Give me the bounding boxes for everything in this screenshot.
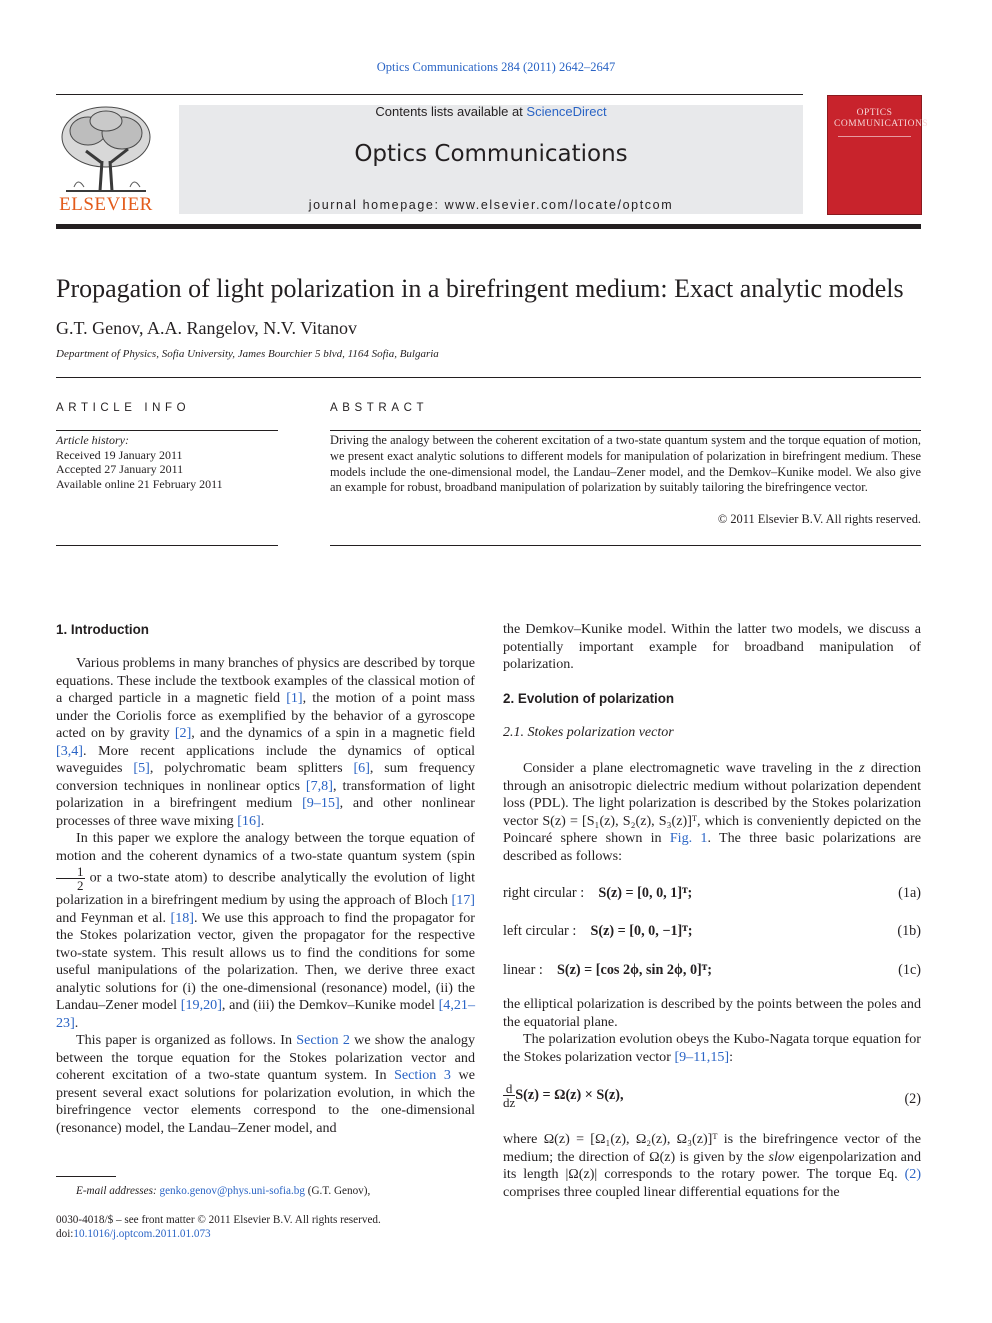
ref-link[interactable]: [9–15]	[302, 795, 340, 811]
text: or a two-state atom) to describe analytically the evolution of light polarization in a birefringent medium by using the approach of Bloch	[56, 869, 475, 908]
text: , and (iii) the Demkov–Kunike model	[221, 997, 439, 1013]
math-z: z	[859, 760, 865, 776]
text: , polychromatic beam splitters	[149, 760, 354, 776]
text: Various problems in many branches of physics are described by torque equations. These include the textbook examples of the classical motion of a charged particle in a magnetic field	[56, 655, 475, 706]
figure-1-link[interactable]: Fig. 1	[669, 830, 708, 846]
text: , and other nonlinear processes of three wave mixing	[56, 795, 475, 829]
section-2-link[interactable]: Section 2	[296, 1032, 350, 1048]
text: .	[74, 1014, 79, 1031]
issn-line: 0030-4018/$ – see front matter © 2011 Elsevier B.V. All rights reserved.	[56, 1214, 381, 1226]
text: . We use this approach to find the propagator for the Stokes polarization vector, given the propagator for the respective two-state system. This result allows us to find the conditions for some useful manipulations of the polarization. Then, we derive three exact analytic solutions for (i) the one-dimensional (resonance) model, (ii) the Landau–Zener model	[56, 909, 475, 1013]
ref-link[interactable]: [3,4]	[56, 742, 84, 759]
ref-link[interactable]: [18]	[170, 909, 194, 926]
text: .	[260, 812, 265, 829]
subsection-2-1-heading: 2.1. Stokes polarization vector	[503, 725, 674, 740]
emphasis-slow: slow	[768, 1148, 795, 1165]
fraction-denominator: 2	[77, 878, 84, 893]
text: , which is conveniently depicted on the Poincaré sphere shown in	[503, 812, 921, 846]
math-stokes-vector: S(z) = [S₁(z), S₂(z), S₃(z)]ᵀ	[542, 812, 698, 829]
equation-expression: S(z) = [0, 0, 1]ᵀ;	[598, 885, 693, 901]
math-omega-magnitude: |Ω(z)|	[565, 1166, 598, 1182]
intro-continuation: the Demkov–Kunike model. Within the latter two models, we discuss a potentially important example for broadband manipulation of polarization.	[503, 621, 921, 672]
text: . The three basic polarizations are described as follows:	[503, 830, 921, 864]
stokes-paragraph	[503, 760, 921, 865]
ref-link[interactable]: [7,8]	[305, 777, 333, 794]
text: eigenpolarization and its length	[503, 1148, 922, 1182]
text: . More recent applications include the dynamics of optical waveguides	[56, 742, 475, 776]
equation-label: linear :	[503, 962, 543, 978]
email-footnote	[76, 1185, 370, 1197]
equation-1c	[503, 962, 712, 979]
fraction-denominator: dz	[503, 1095, 516, 1110]
article-authors: G.T. Genov, A.A. Rangelov, N.V. Vitanov	[56, 318, 358, 338]
journal-homepage[interactable]: journal homepage: www.elsevier.com/locate/optcom	[308, 198, 674, 212]
email-suffix: (G.T. Genov),	[304, 1185, 371, 1197]
equation-1b-number: (1b)	[897, 923, 921, 939]
equation-2	[503, 1082, 624, 1109]
math-omega-vector: Ω(z) = [Ω₁(z), Ω₂(z), Ω₃(z)]ᵀ	[543, 1131, 718, 1147]
section-3-link[interactable]: Section 3	[394, 1067, 451, 1083]
text: This paper is organized as follows. In	[76, 1032, 297, 1048]
abstract-heading: ABSTRACT	[330, 402, 429, 414]
equation-1a-number: (1a)	[898, 885, 921, 901]
ref-link[interactable]: [1]	[286, 690, 303, 706]
email-label: E-mail addresses:	[76, 1185, 157, 1197]
article-info-heading: ARTICLE INFO	[56, 402, 191, 414]
ref-link[interactable]: [9–11,15]	[674, 1048, 730, 1065]
text: Consider a plane electromagnetic wave traveling in the	[523, 760, 860, 776]
text: the elliptical polarization is described by the points between the poles and the equatorial plane.	[503, 996, 921, 1030]
text: we present several exact solutions for polarization evolution, in which the birefringence vector elements correspond to the one-dimensional (resonance) model, the Landau–Zener model, and	[56, 1067, 475, 1136]
fraction-numerator: d	[503, 1082, 515, 1096]
equation-1a	[503, 885, 692, 902]
doi-link[interactable]: 10.1016/j.optcom.2011.01.073	[73, 1228, 211, 1240]
history-accepted: Accepted 27 January 2011	[56, 462, 184, 477]
elliptical-paragraph	[503, 996, 921, 1066]
history-received: Received 19 January 2011	[56, 447, 183, 462]
text: is the birefringence vector of the medium; the direction of	[503, 1131, 921, 1165]
text: , and the dynamics of a spin in a magnetic field	[191, 725, 476, 741]
section-2-heading: 2. Evolution of polarization	[503, 691, 675, 706]
footnote-rule	[56, 1176, 116, 1177]
text: is given by the	[675, 1148, 769, 1165]
cover-title: OPTICS COMMUNICATIONS	[834, 108, 929, 129]
intro-paragraph-3	[56, 1032, 475, 1137]
abstract-bottom-rule	[330, 545, 921, 546]
math-omega: Ω(z)	[649, 1148, 676, 1165]
cover-divider	[838, 136, 911, 137]
journal-cover-thumbnail[interactable]	[827, 95, 929, 215]
abstract-text: Driving the analogy between the coherent excitation of a two-state quantum system and the torque equation of motion, we present exact analytic solutions to different models for manipulation of polarization in birefringent medium. These models include the one-dimensional model, the Landau–Zener model, and the Demkov–Kunike model. We also give an example for robust, broadband manipulation of polarization by suitably tailoring the birefringence vector.	[330, 433, 921, 495]
ref-link[interactable]: [2]	[174, 725, 192, 741]
ref-link[interactable]: [6]	[353, 760, 370, 776]
ref-link[interactable]: [19,20]	[180, 997, 222, 1013]
journal-citation-link[interactable]: Optics Communications 284 (2011) 2642–2647	[376, 60, 616, 74]
one-half-fraction	[56, 865, 85, 892]
text: In this paper we explore the analogy between the torque equation of motion and the coherent dynamics of a two-state quantum system (spin	[56, 830, 475, 864]
text: comprises three coupled linear differential equations for the	[503, 1183, 840, 1200]
history-label: Article history:	[56, 433, 129, 447]
author-affiliation: Department of Physics, Sofia University, James Bourchier 5 blvd, 1164 Sofia, Bulgaria	[56, 348, 439, 360]
equation-label: right circular :	[503, 885, 585, 901]
intro-paragraph-1	[56, 655, 475, 830]
elsevier-tree-icon	[56, 103, 156, 195]
text: direction through an anisotropic dielectric medium without polarization dependent loss (PDL). The light polarization is described by the Stokes polarization vector	[503, 760, 921, 829]
equation-label: left circular :	[503, 923, 577, 939]
article-history	[56, 433, 278, 491]
ref-link[interactable]: [4,21–23]	[56, 997, 475, 1031]
text: :	[729, 1048, 734, 1065]
text: we show the analogy between the torque equation for the Stokes polarization vector and coherent excitation of a two-state quantum system. In	[56, 1032, 475, 1083]
birefringence-paragraph	[503, 1131, 921, 1201]
header-top-rule	[56, 94, 803, 95]
ref-link[interactable]: [17]	[451, 892, 475, 908]
equation-expression: S(z) = [cos 2ϕ, sin 2ϕ, 0]ᵀ;	[556, 962, 712, 978]
text: and Feynman et al.	[56, 909, 171, 926]
equation-1c-number: (1c)	[898, 962, 921, 978]
text: where	[503, 1131, 544, 1147]
header-thick-rule	[56, 224, 921, 229]
equation-expression: S(z) = Ω(z) × S(z),	[515, 1086, 624, 1103]
contents-prefix: Contents lists available at	[375, 104, 527, 119]
text: corresponds to the rotary power. The torque Eq.	[597, 1166, 905, 1182]
journal-name: Optics Communications	[354, 141, 628, 167]
text: , the motion of a point mass under the Coriolis force as exemplified by the behavior of a gyroscope acted on by gravity	[56, 690, 475, 741]
article-info-rule	[56, 430, 278, 431]
equation-2-number: (2)	[904, 1091, 921, 1107]
derivative-fraction	[503, 1082, 515, 1109]
title-rule	[56, 377, 921, 378]
abstract-rule	[330, 430, 921, 431]
text: , sum frequency conversion techniques in nonlinear optics	[56, 760, 476, 794]
equation-2-link[interactable]: (2)	[904, 1166, 922, 1182]
article-info-bottom-rule	[56, 545, 278, 546]
equation-expression: S(z) = [0, 0, −1]ᵀ;	[590, 923, 693, 939]
history-online: Available online 21 February 2011	[56, 476, 223, 491]
intro-paragraph-2	[56, 830, 475, 1032]
equation-1b	[503, 923, 692, 940]
text: , transformation of light polarization in a birefringent medium	[56, 777, 475, 811]
text: The polarization evolution obeys the Kubo-Nagata torque equation for the Stokes polarization vector	[503, 1031, 921, 1065]
sciencedirect-link[interactable]: ScienceDirect	[526, 104, 607, 119]
doi-label: doi:	[56, 1228, 74, 1240]
elsevier-wordmark: ELSEVIER	[59, 194, 153, 215]
intro-body	[56, 655, 475, 1137]
abstract-copyright: © 2011 Elsevier B.V. All rights reserved.	[717, 512, 921, 526]
article-title: Propagation of light polarization in a birefringent medium: Exact analytic models	[56, 274, 904, 303]
ref-link[interactable]: [16]	[237, 812, 261, 829]
fraction-numerator: 1	[56, 865, 85, 879]
intro-heading: 1. Introduction	[56, 622, 149, 637]
contents-availability	[179, 104, 803, 119]
doi-line	[56, 1228, 211, 1240]
elsevier-logo[interactable]	[56, 103, 156, 216]
ref-link[interactable]: [5]	[133, 760, 150, 776]
author-email-link[interactable]: genko.genov@phys.uni-sofia.bg	[159, 1185, 305, 1197]
